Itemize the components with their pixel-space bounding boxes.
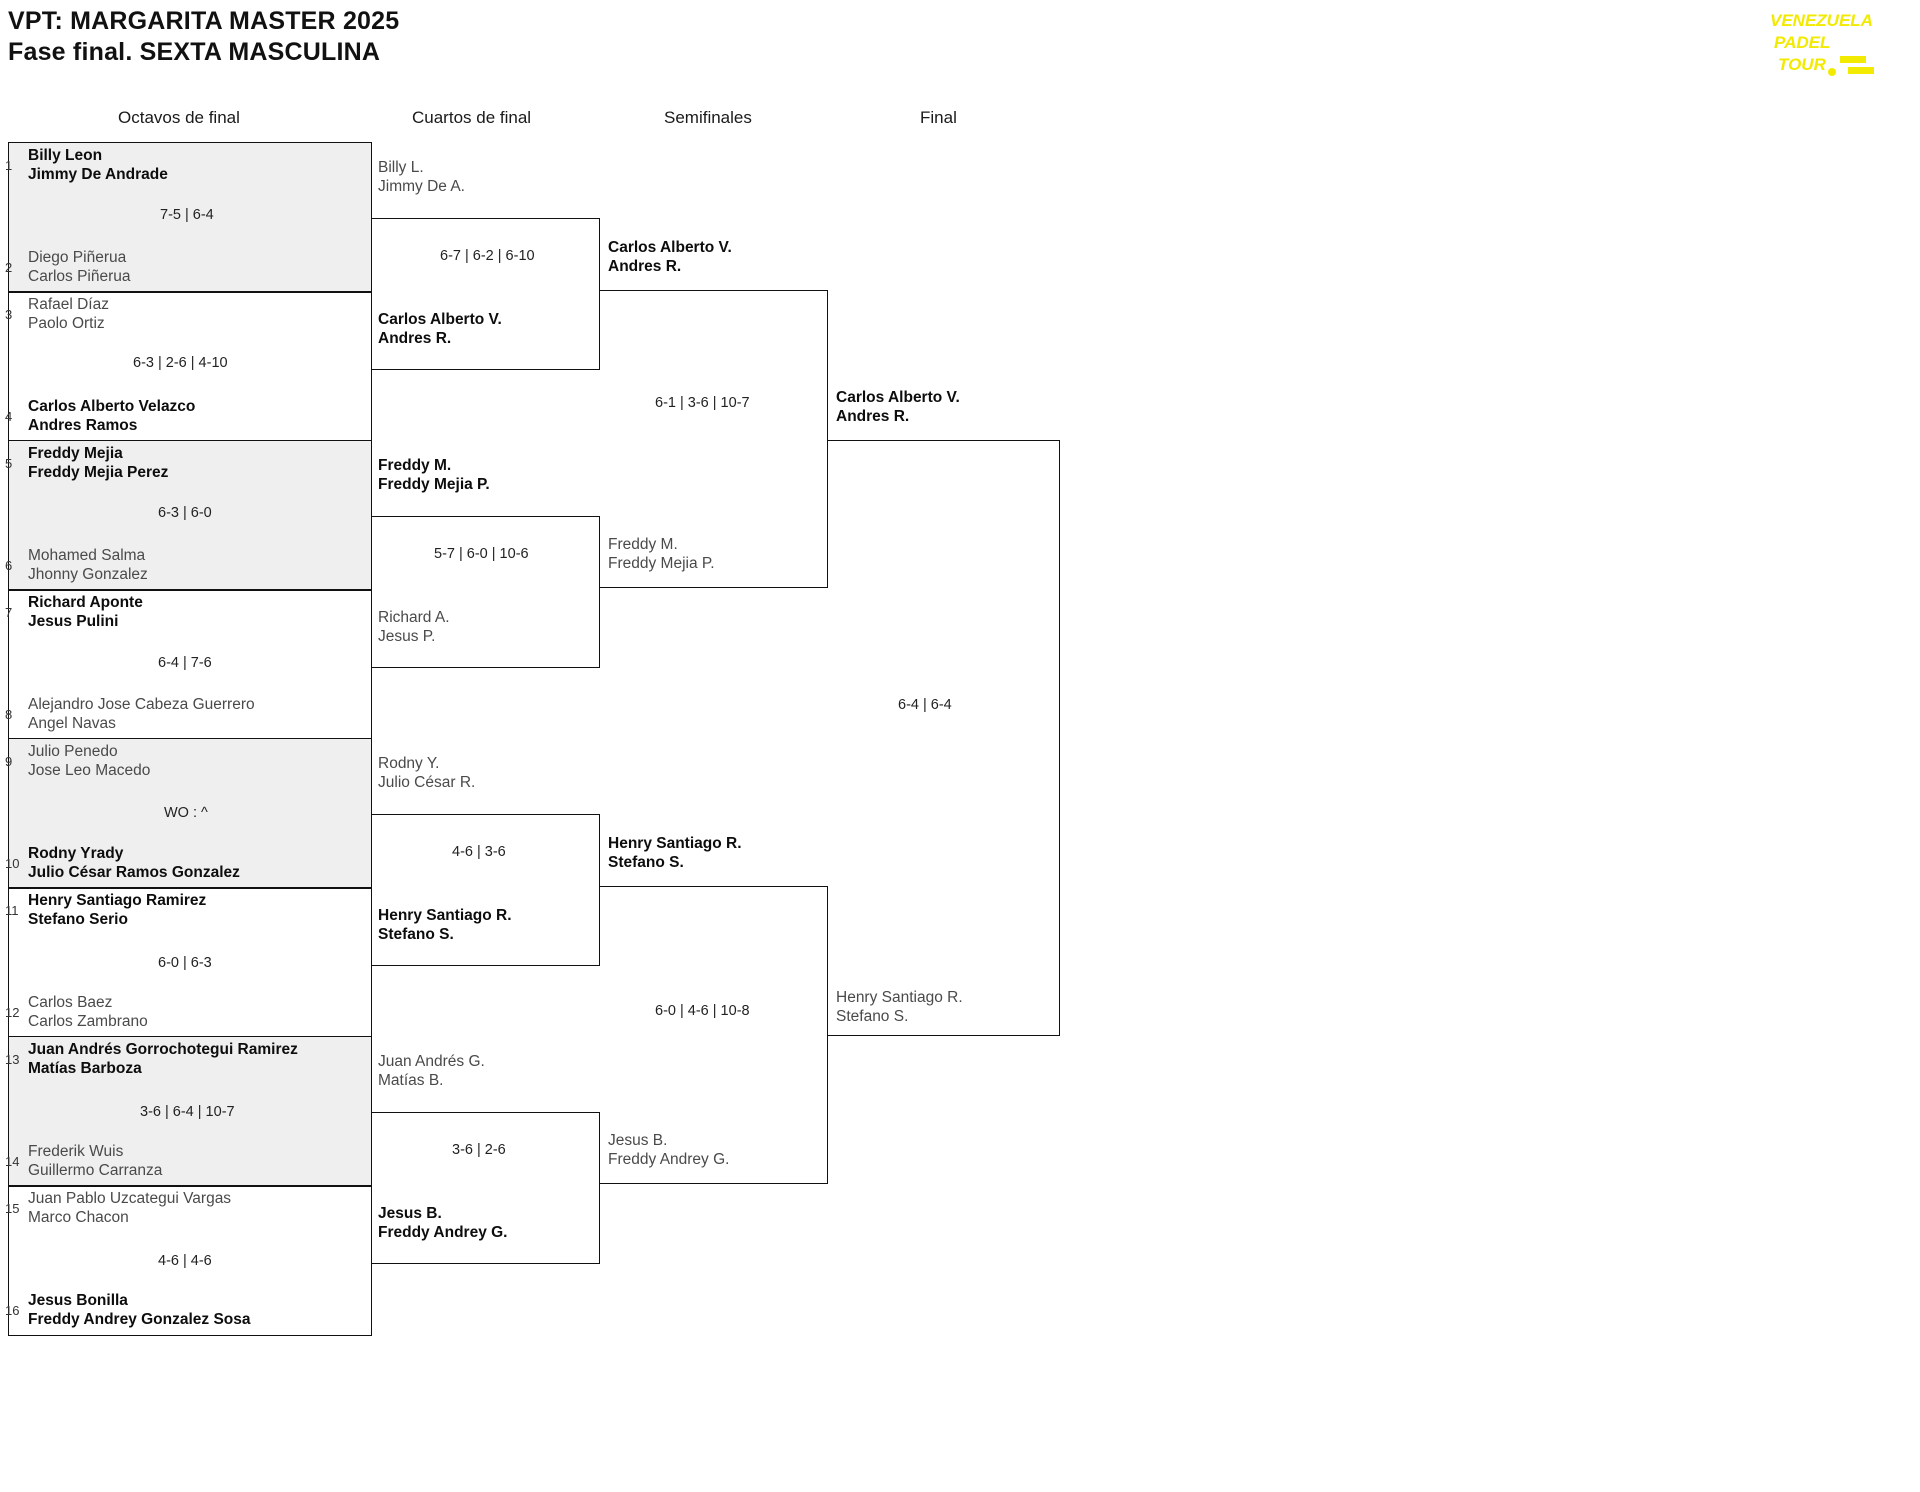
seed-11: 11 [5,903,19,918]
player-name: Matías Barboza [28,1060,142,1077]
player-name: Rodny Y. [378,755,440,772]
player-name: Freddy Mejia [28,445,123,462]
r1-match-3-bottom-team [28,546,148,584]
r3-match-2-bottom-team [608,1131,729,1169]
seed-13: 13 [5,1052,20,1067]
player-name: Juan Andrés Gorrochotegui Ramirez [28,1041,298,1058]
r2-match-3-bottom-team [378,906,512,944]
player-name: Carlos Alberto V. [608,239,732,256]
logo-line-1: VENEZUELA [1770,11,1873,30]
player-name: Carlos Alberto Velazco [28,398,196,415]
seed-10: 10 [5,856,20,871]
player-name: Juan Pablo Uzcategui Vargas [28,1190,232,1207]
player-name: Henry Santiago R. [608,835,742,852]
player-name: Billy Leon [28,147,103,164]
round-header-cuartos: Cuartos de final [412,108,532,127]
player-name: Jhonny Gonzalez [28,566,148,583]
logo-line-2: PADEL [1774,33,1831,52]
player-name: Angel Navas [28,715,116,732]
logo-line-3: TOUR [1778,55,1826,74]
player-name: Jesus Bonilla [28,1292,128,1309]
player-name: Billy L. [378,159,424,176]
r2-match-4-bottom-team [378,1204,507,1242]
r3-match-1-top-team [608,238,732,276]
seed-15: 15 [5,1201,20,1216]
player-name: Henry Santiago R. [378,907,512,924]
r4-runnerup-team [836,988,963,1026]
r2-match-1-score: 6-7 | 6-2 | 6-10 [440,248,535,264]
r2-match-1-bottom-team [378,310,502,348]
player-name: Freddy M. [608,536,678,553]
r3-match-2-top-team [608,834,742,872]
player-name: Jose Leo Macedo [28,762,151,779]
player-name: Freddy Mejia P. [608,555,715,572]
round-header-semifinales: Semifinales [664,108,752,127]
r1-match-2-bottom-team [28,397,195,435]
seed-1: 1 [5,158,13,173]
player-name: Carlos Baez [28,994,113,1011]
player-name: Julio Penedo [28,743,118,760]
seed-2: 2 [5,260,13,275]
player-name: Freddy M. [378,457,452,474]
r2-match-4-top-team [378,1052,485,1090]
player-name: Jesus P. [378,628,436,645]
player-name: Freddy Andrey Gonzalez Sosa [28,1311,251,1328]
player-name: Carlos Zambrano [28,1013,148,1030]
r2-match-3-score: 4-6 | 3-6 [452,844,506,860]
r2-match-4-score: 3-6 | 2-6 [452,1142,506,1158]
round-header-final: Final [920,108,957,127]
player-name: Richard Aponte [28,594,143,611]
r1-match-8-bottom-team [28,1291,251,1329]
player-name: Diego Piñerua [28,249,127,266]
r3-match-1-score: 6-1 | 3-6 | 10-7 [655,395,750,411]
player-name: Marco Chacon [28,1209,129,1226]
r1-match-4-top-team [28,593,143,631]
seed-9: 9 [5,754,13,769]
r1-match-7-top-team [28,1040,298,1078]
player-name: Andres R. [378,330,452,347]
tournament-subtitle: Fase final. SEXTA MASCULINA [8,38,381,67]
player-name: Jimmy De A. [378,178,465,195]
player-name: Richard A. [378,609,450,626]
player-name: Mohamed Salma [28,547,146,564]
r4-match-score: 6-4 | 6-4 [898,697,952,713]
r1-match-3-score: 6-3 | 6-0 [158,505,212,521]
r1-match-5-top-team [28,742,150,780]
player-name: Guillermo Carranza [28,1162,163,1179]
r1-match-2-score: 6-3 | 2-6 | 4-10 [133,355,228,371]
tournament-title: VPT: MARGARITA MASTER 2025 [8,7,400,35]
r3-match-2-score: 6-0 | 4-6 | 10-8 [655,1003,750,1019]
seed-4: 4 [5,409,13,424]
r2-match-1-top-team [378,158,465,196]
seed-5: 5 [5,456,13,471]
player-name: Stefano Serio [28,911,128,928]
player-name: Henry Santiago Ramirez [28,892,207,909]
r1-match-6-top-team [28,891,206,929]
player-name: Henry Santiago R. [836,989,963,1006]
r1-match-2-top-team [28,295,109,333]
player-name: Carlos Alberto V. [836,389,960,406]
seed-12: 12 [5,1005,20,1020]
r1-match-8-top-team [28,1189,231,1227]
player-name: Julio César Ramos Gonzalez [28,864,240,881]
r1-match-5-bottom-team [28,844,240,882]
player-name: Andres R. [836,408,910,425]
r2-match-2-bottom-team [378,608,450,646]
player-name: Andres Ramos [28,417,138,434]
player-name: Jesus B. [608,1132,668,1149]
player-name: Paolo Ortiz [28,315,105,332]
player-name: Jesus B. [378,1205,442,1222]
r1-match-7-bottom-team [28,1142,162,1180]
player-name: Stefano S. [608,854,684,871]
player-name: Alejandro Jose Cabeza Guerrero [28,696,255,713]
seed-8: 8 [5,707,13,722]
r1-match-7-score: 3-6 | 6-4 | 10-7 [140,1104,235,1120]
player-name: Freddy Mejia Perez [28,464,169,481]
r1-match-6-score: 6-0 | 6-3 [158,955,212,971]
seed-14: 14 [5,1154,20,1169]
player-name: Frederik Wuis [28,1143,124,1160]
r1-match-1-score: 7-5 | 6-4 [160,207,214,223]
player-name: Stefano S. [836,1008,909,1025]
seed-3: 3 [5,307,13,322]
r1-match-1-top-team [28,146,168,184]
r1-match-6-bottom-team [28,993,148,1031]
r2-match-2-top-team [378,456,490,494]
r1-match-8-score: 4-6 | 4-6 [158,1253,212,1269]
seed-16: 16 [5,1303,20,1318]
player-name: Carlos Piñerua [28,268,131,285]
player-name: Jimmy De Andrade [28,166,168,183]
r3-match-1-bottom-team [608,535,715,573]
player-name: Carlos Alberto V. [378,311,502,328]
player-name: Rodny Yrady [28,845,124,862]
r1-match-3-top-team [28,444,168,482]
player-name: Freddy Andrey G. [378,1224,508,1241]
r4-champion-team [836,388,960,426]
r1-match-1-bottom-team [28,248,131,286]
r2-match-2-score: 5-7 | 6-0 | 10-6 [434,546,529,562]
player-name: Andres R. [608,258,682,275]
seed-6: 6 [5,558,13,573]
r2-match-3-top-team [378,754,475,792]
r1-match-4-score: 6-4 | 7-6 [158,655,212,671]
r1-match-5-score: WO : ^ [164,805,208,821]
round-header-octavos: Octavos de final [118,108,240,127]
r4-match-connector [828,440,1060,1036]
seed-7: 7 [5,605,13,620]
player-name: Matías B. [378,1072,444,1089]
player-name: Jesus Pulini [28,613,119,630]
player-name: Rafael Díaz [28,296,109,313]
player-name: Juan Andrés G. [378,1053,485,1070]
player-name: Julio César R. [378,774,476,791]
player-name: Freddy Andrey G. [608,1151,730,1168]
player-name: Stefano S. [378,926,454,943]
player-name: Freddy Mejia P. [378,476,490,493]
r1-match-4-bottom-team [28,695,255,733]
